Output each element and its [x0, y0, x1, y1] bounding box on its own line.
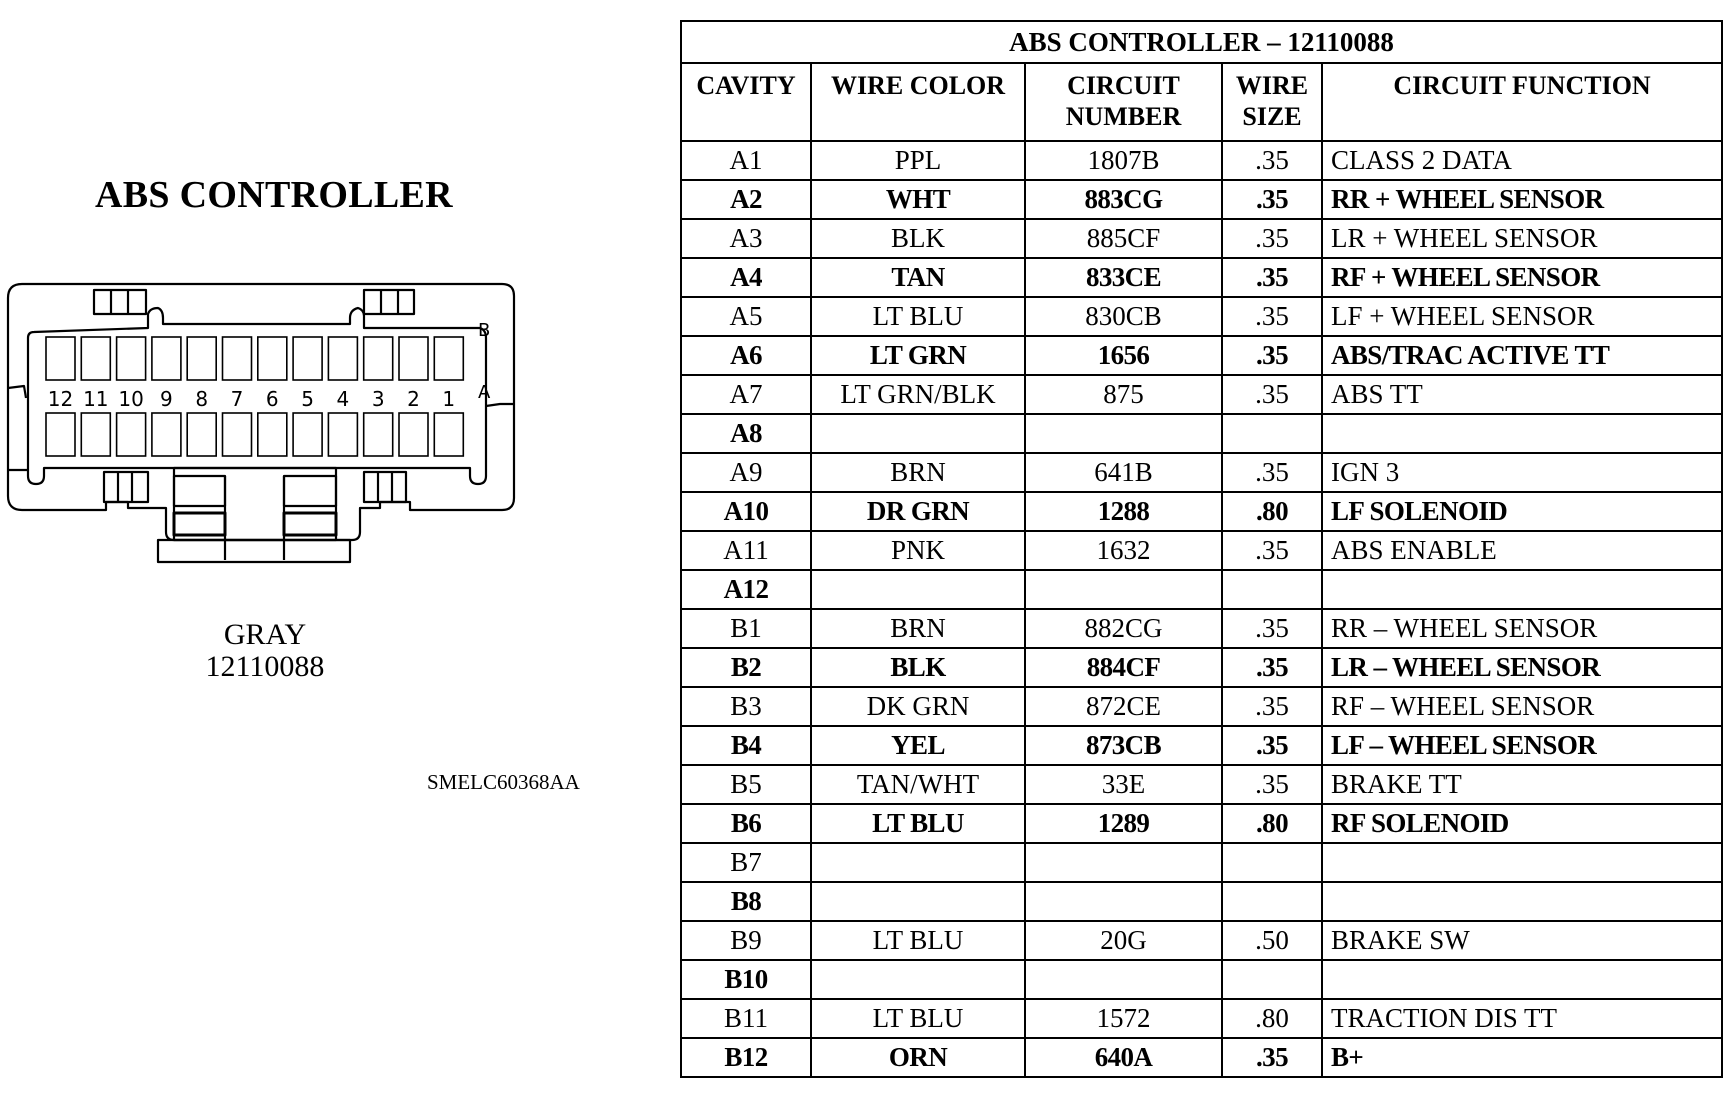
cavity-number-label: 7 [230, 387, 244, 411]
circuit-number-cell: 882CG [1025, 609, 1222, 648]
circuit-number-cell [1025, 882, 1222, 921]
wire-size-cell: .35 [1222, 375, 1322, 414]
connector-title: ABS CONTROLLER [95, 174, 453, 216]
cavity-b5 [293, 337, 322, 380]
cavity-a3 [364, 413, 393, 456]
wire-color-cell [811, 960, 1025, 999]
circuit-function-cell: RF – WHEEL SENSOR [1322, 687, 1722, 726]
cavity-cell: B4 [681, 726, 811, 765]
cavity-cell: A4 [681, 258, 811, 297]
cavity-b6 [258, 337, 287, 380]
wire-color-cell: DR GRN [811, 492, 1025, 531]
wire-size-cell: .80 [1222, 804, 1322, 843]
wire-color-cell [811, 843, 1025, 882]
circuit-function-cell: IGN 3 [1322, 453, 1722, 492]
circuit-function-cell: B+ [1322, 1038, 1722, 1077]
cavity-cell: A8 [681, 414, 811, 453]
circuit-function-cell: ABS/TRAC ACTIVE TT [1322, 336, 1722, 375]
circuit-number-cell: 885CF [1025, 219, 1222, 258]
wire-size-cell: .35 [1222, 687, 1322, 726]
cavity-number-label: 12 [47, 387, 74, 411]
table-row [681, 414, 1722, 453]
cavity-cell: A10 [681, 492, 811, 531]
cavity-b11 [81, 337, 110, 380]
cavity-cell: A3 [681, 219, 811, 258]
top-latch-right [364, 290, 414, 314]
circuit-function-cell [1322, 960, 1722, 999]
circuit-function-cell: TRACTION DIS TT [1322, 999, 1722, 1038]
wire-color-cell [811, 882, 1025, 921]
cavity-cell: B10 [681, 960, 811, 999]
table-row [681, 297, 1722, 336]
cavity-b10 [117, 337, 146, 380]
header-circuit-number: CIRCUIT NUMBER [1025, 63, 1222, 141]
table-row [681, 804, 1722, 843]
wire-size-cell: .35 [1222, 765, 1322, 804]
circuit-number-cell [1025, 960, 1222, 999]
circuit-function-cell: LF – WHEEL SENSOR [1322, 726, 1722, 765]
circuit-number-cell [1025, 570, 1222, 609]
circuit-function-cell [1322, 843, 1722, 882]
wire-color-cell: BLK [811, 219, 1025, 258]
circuit-number-cell: 873CB [1025, 726, 1222, 765]
wire-color-cell: LT GRN [811, 336, 1025, 375]
cavity-cell: B11 [681, 999, 811, 1038]
circuit-function-cell: RR – WHEEL SENSOR [1322, 609, 1722, 648]
table-row [681, 765, 1722, 804]
wire-size-cell: .35 [1222, 453, 1322, 492]
circuit-function-cell [1322, 882, 1722, 921]
cavity-b1 [434, 337, 463, 380]
wire-size-cell [1222, 960, 1322, 999]
cavity-cell: B3 [681, 687, 811, 726]
circuit-function-cell: RF SOLENOID [1322, 804, 1722, 843]
wire-color-cell: BLK [811, 648, 1025, 687]
cavity-a1 [434, 413, 463, 456]
table-row [681, 258, 1722, 297]
wire-size-cell: .35 [1222, 609, 1322, 648]
cavity-cell: A2 [681, 180, 811, 219]
table-row [681, 180, 1722, 219]
wire-color-cell: TAN [811, 258, 1025, 297]
circuit-number-cell: 1572 [1025, 999, 1222, 1038]
circuit-function-cell: BRAKE TT [1322, 765, 1722, 804]
cavity-number-label: 10 [118, 387, 144, 411]
cavity-cell: B7 [681, 843, 811, 882]
wire-size-cell: .35 [1222, 258, 1322, 297]
connector-face-diagram [0, 270, 540, 570]
row-label-b: B [478, 320, 491, 341]
circuit-number-cell [1025, 843, 1222, 882]
circuit-number-cell: 884CF [1025, 648, 1222, 687]
connector-part-number: 12110088 [205, 650, 325, 683]
wire-color-cell: YEL [811, 726, 1025, 765]
circuit-function-cell: ABS TT [1322, 375, 1722, 414]
wire-size-cell: .35 [1222, 180, 1322, 219]
wire-size-cell: .80 [1222, 999, 1322, 1038]
cavity-number-label: 4 [336, 387, 350, 411]
table-row [681, 531, 1722, 570]
circuit-function-cell: CLASS 2 DATA [1322, 141, 1722, 180]
wire-size-cell [1222, 843, 1322, 882]
table-row [681, 453, 1722, 492]
cavity-number-label: 9 [160, 387, 173, 411]
circuit-number-cell: 830CB [1025, 297, 1222, 336]
cavity-cell: B1 [681, 609, 811, 648]
cavity-b7 [223, 337, 252, 380]
cavity-a11 [81, 413, 110, 456]
cavity-cell: A7 [681, 375, 811, 414]
connector-outer-body [8, 284, 514, 540]
connector-color-label: GRAY [223, 618, 307, 651]
cavity-cell: B8 [681, 882, 811, 921]
table-row [681, 999, 1722, 1038]
cavity-cell: A1 [681, 141, 811, 180]
circuit-number-cell: 1807B [1025, 141, 1222, 180]
wire-size-cell: .80 [1222, 492, 1322, 531]
cavity-cell: B12 [681, 1038, 811, 1077]
wire-color-cell: PPL [811, 141, 1025, 180]
cavity-cell: A12 [681, 570, 811, 609]
cavity-a7 [223, 413, 252, 456]
header-circuit-function: CIRCUIT FUNCTION [1322, 63, 1722, 141]
table-row [681, 843, 1722, 882]
cavity-a6 [258, 413, 287, 456]
cavity-a2 [399, 413, 428, 456]
circuit-function-cell: BRAKE SW [1322, 921, 1722, 960]
circuit-function-cell: RR + WHEEL SENSOR [1322, 180, 1722, 219]
wire-color-cell: LT BLU [811, 804, 1025, 843]
cavity-b9 [152, 337, 181, 380]
cavity-a9 [152, 413, 181, 456]
cavity-number-label: 1 [442, 387, 456, 411]
wire-color-cell: BRN [811, 609, 1025, 648]
cavity-a10 [117, 413, 146, 456]
table-row [681, 492, 1722, 531]
wire-size-cell [1222, 414, 1322, 453]
center-lock [174, 468, 336, 540]
circuit-number-cell: 875 [1025, 375, 1222, 414]
circuit-number-cell: 33E [1025, 765, 1222, 804]
header-wire-color: WIRE COLOR [811, 63, 1025, 141]
wire-size-cell: .35 [1222, 726, 1322, 765]
wire-size-cell: .50 [1222, 921, 1322, 960]
header-cavity: CAVITY [681, 63, 811, 141]
circuit-function-cell: RF + WHEEL SENSOR [1322, 258, 1722, 297]
circuit-number-cell: 833CE [1025, 258, 1222, 297]
cavity-cell: B2 [681, 648, 811, 687]
wire-color-cell [811, 570, 1025, 609]
table-row [681, 609, 1722, 648]
pinout-table [680, 20, 1723, 1078]
cavity-b2 [399, 337, 428, 380]
cavity-cell: A9 [681, 453, 811, 492]
cavity-cell: A5 [681, 297, 811, 336]
wire-size-cell: .35 [1222, 297, 1322, 336]
table-row [681, 882, 1722, 921]
table-row [681, 960, 1722, 999]
wire-size-cell: .35 [1222, 531, 1322, 570]
table-row [681, 336, 1722, 375]
circuit-function-cell: ABS ENABLE [1322, 531, 1722, 570]
cavity-cell: A11 [681, 531, 811, 570]
circuit-number-cell: 1632 [1025, 531, 1222, 570]
table-row [681, 141, 1722, 180]
circuit-number-cell: 1289 [1025, 804, 1222, 843]
cavity-number-label: 8 [195, 387, 209, 411]
table-row [681, 687, 1722, 726]
cavity-a5 [293, 413, 322, 456]
cavity-a8 [187, 413, 216, 456]
circuit-function-cell: LR – WHEEL SENSOR [1322, 648, 1722, 687]
cavity-cell: B9 [681, 921, 811, 960]
wire-size-cell [1222, 882, 1322, 921]
cavity-number-label: 11 [83, 387, 109, 411]
wire-color-cell: PNK [811, 531, 1025, 570]
wire-color-cell: LT BLU [811, 297, 1025, 336]
circuit-number-cell: 640A [1025, 1038, 1222, 1077]
circuit-number-cell [1025, 414, 1222, 453]
wire-color-cell [811, 414, 1025, 453]
cavity-b4 [328, 337, 357, 380]
table-row [681, 375, 1722, 414]
circuit-number-cell: 872CE [1025, 687, 1222, 726]
circuit-function-cell: LF + WHEEL SENSOR [1322, 297, 1722, 336]
wire-size-cell: .35 [1222, 648, 1322, 687]
header-wire-size: WIRE SIZE [1222, 63, 1322, 141]
cavity-b12 [46, 337, 75, 380]
circuit-function-cell [1322, 570, 1722, 609]
circuit-number-cell: 641B [1025, 453, 1222, 492]
wire-size-cell: .35 [1222, 1038, 1322, 1077]
cavity-b8 [187, 337, 216, 380]
wire-color-cell: WHT [811, 180, 1025, 219]
cavity-cell: B5 [681, 765, 811, 804]
wire-color-cell: LT BLU [811, 921, 1025, 960]
circuit-function-cell: LR + WHEEL SENSOR [1322, 219, 1722, 258]
wire-color-cell: DK GRN [811, 687, 1025, 726]
table-row [681, 570, 1722, 609]
row-label-a: A [478, 382, 491, 403]
table-title: ABS CONTROLLER – 12110088 [681, 21, 1722, 63]
cavity-number-label: 6 [265, 387, 279, 411]
wire-size-cell: .35 [1222, 336, 1322, 375]
cavity-cell: B6 [681, 804, 811, 843]
circuit-number-cell: 1288 [1025, 492, 1222, 531]
cavity-number-label: 3 [371, 387, 385, 411]
wire-color-cell: BRN [811, 453, 1025, 492]
table-row [681, 726, 1722, 765]
circuit-number-cell: 883CG [1025, 180, 1222, 219]
cavity-b3 [364, 337, 393, 380]
wire-color-cell: ORN [811, 1038, 1025, 1077]
cavity-cell: A6 [681, 336, 811, 375]
cavity-a4 [328, 413, 357, 456]
circuit-number-cell: 1656 [1025, 336, 1222, 375]
wire-color-cell: LT BLU [811, 999, 1025, 1038]
circuit-function-cell: LF SOLENOID [1322, 492, 1722, 531]
wire-size-cell: .35 [1222, 141, 1322, 180]
wire-size-cell [1222, 570, 1322, 609]
table-row [681, 219, 1722, 258]
wire-color-cell: TAN/WHT [811, 765, 1025, 804]
cavity-number-label: 2 [407, 387, 420, 411]
figure-code: SMELC60368AA [427, 770, 580, 794]
table-row [681, 1038, 1722, 1077]
cavity-number-label: 5 [301, 387, 314, 411]
bottom-tab [158, 540, 350, 562]
circuit-function-cell [1322, 414, 1722, 453]
top-latch-left [94, 290, 146, 314]
table-row [681, 648, 1722, 687]
wire-color-cell: LT GRN/BLK [811, 375, 1025, 414]
circuit-number-cell: 20G [1025, 921, 1222, 960]
cavity-a12 [46, 413, 75, 456]
table-row [681, 921, 1722, 960]
wire-size-cell: .35 [1222, 219, 1322, 258]
